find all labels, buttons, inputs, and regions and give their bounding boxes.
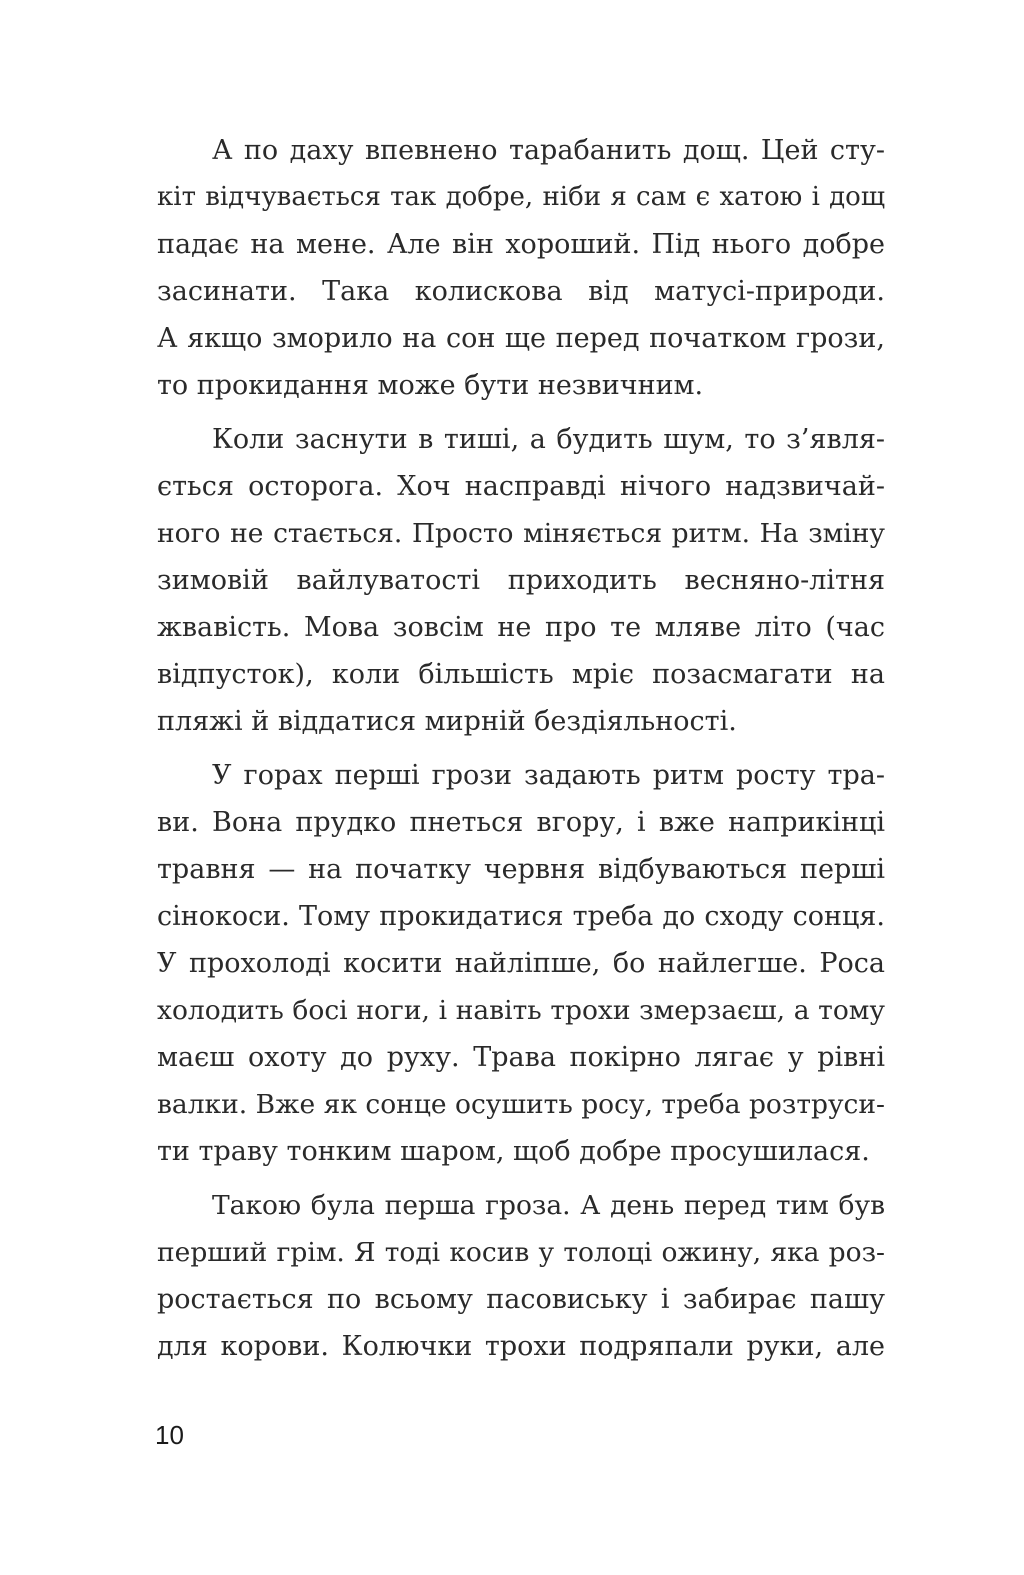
text-line: У горах перші грози задають ритм росту тра- (212, 760, 885, 791)
text-line: ється осторога. Хоч насправді нічого надзвичай- (157, 471, 885, 502)
text-line: перший грім. Я тоді косив у толоці ожину, яка роз- (157, 1237, 885, 1268)
text-line: падає на мене. Але він хороший. Під нього добре (157, 229, 885, 260)
text-line: травня — на початку червня відбуваються перші (157, 854, 885, 885)
paragraph-3 (157, 752, 885, 1175)
text-line: жвавість. Мова зовсім не про те мляве літо (час (157, 612, 885, 643)
text-line: А по даху впевнено тарабанить дощ. Цей сту- (212, 135, 885, 166)
text-line: У прохолоді косити найліпше, бо найлегше. Роса (157, 948, 885, 979)
text-line: маєш охоту до руху. Трава покірно лягає у рівні (157, 1042, 885, 1073)
text-line: засинати. Така колискова від матусі-природи. (157, 276, 885, 307)
text-line: Коли заснути в тиші, а будить шум, то з’явля- (212, 424, 885, 455)
text-line: кіт відчувається так добре, ніби я сам є хатою і дощ (157, 182, 885, 212)
paragraph-4 (157, 1182, 885, 1370)
text-line: ростається по всьому пасовиську і забирає пашу (157, 1284, 885, 1315)
text-line: ного не стається. Просто міняється ритм. На зміну (157, 518, 885, 549)
paragraph-1 (157, 127, 885, 409)
body-text (157, 127, 885, 1370)
text-line: зимовій вайлуватості приходить весняно-літня (157, 565, 885, 596)
text-line: відпусток), коли більшість мріє позасмагати на (157, 659, 885, 690)
page-number: 10 (155, 1420, 184, 1450)
text-line: А якщо зморило на сон ще перед початком грози, (157, 323, 885, 354)
text-line: ви. Вона прудко пнеться вгору, і вже наприкінці (157, 807, 885, 838)
text-line: Такою була перша гроза. А день перед тим був (212, 1190, 885, 1221)
text-line: для корови. Колючки трохи подряпали руки, але (157, 1331, 885, 1362)
text-line: ти траву тонким шаром, щоб добре просушилася. (157, 1136, 870, 1167)
paragraph-2 (157, 416, 885, 745)
text-line: валки. Вже як сонце осушить росу, треба розтруси- (157, 1089, 885, 1120)
text-line: пляжі й віддатися мирній бездіяльності. (157, 706, 737, 737)
text-line: холодить босі ноги, і навіть трохи змерзаєш, а тому (157, 995, 885, 1026)
text-line: сінокоси. Тому прокидатися треба до сходу сонця. (157, 901, 885, 932)
text-line: то прокидання може бути незвичним. (157, 370, 704, 401)
